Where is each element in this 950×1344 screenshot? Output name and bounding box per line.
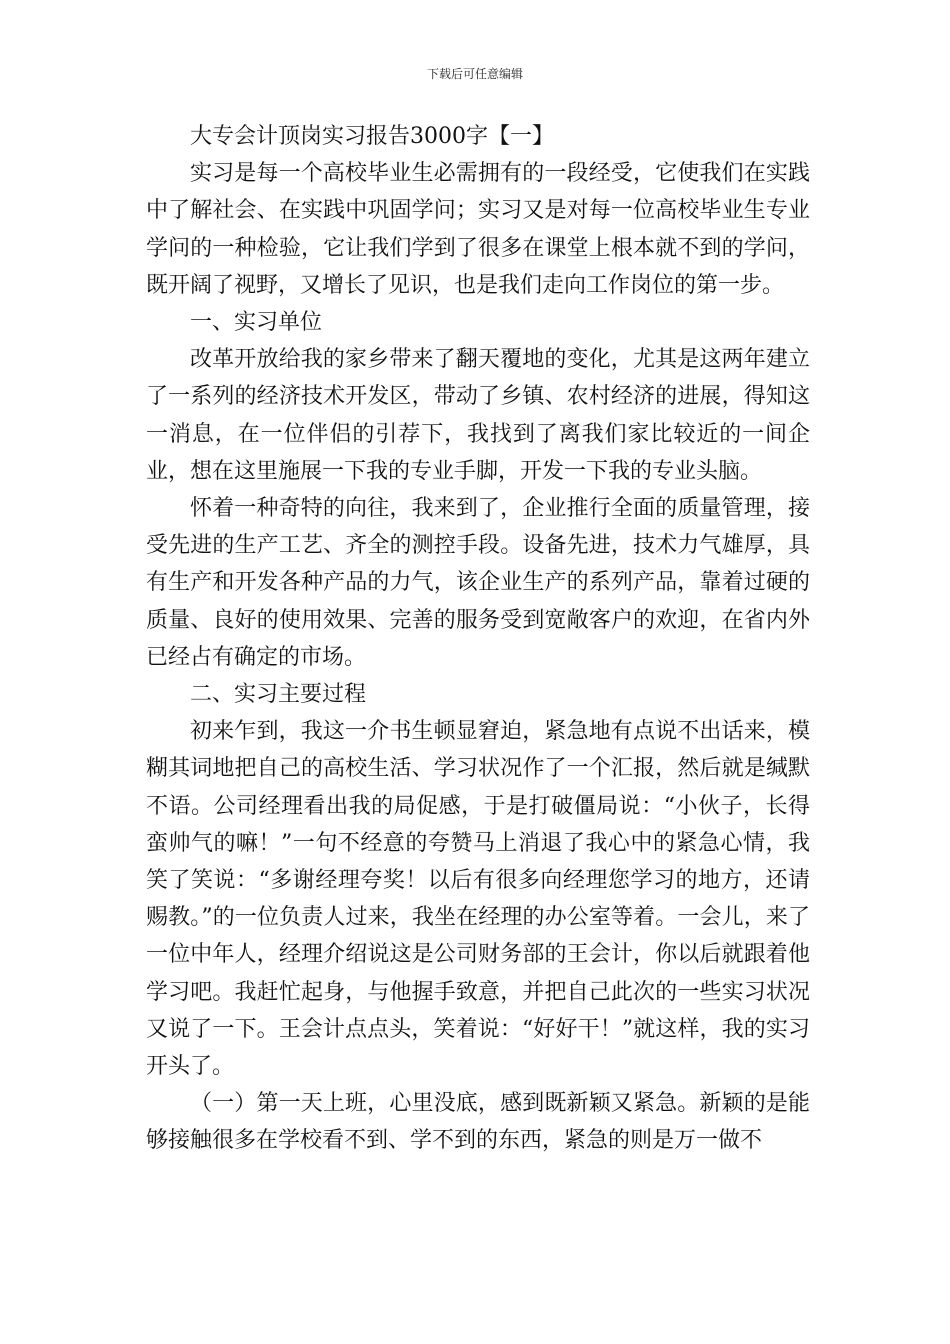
document-body	[146, 118, 810, 1160]
section-heading-2: 二、实习主要过程	[190, 682, 367, 708]
paragraph-intro: 实习是每一个高校毕业生必需拥有的一段经受，它使我们在实践中了解社会、在实践中巩固学问；实习又是对每一位高校毕业生专业学问的一种检验，它让我们学到了很多在课堂上根本就不到的学问，既开阔了视野，又增长了见识，也是我们走向工作岗位的第一步。	[146, 161, 810, 298]
paragraph-process-1: 初来乍到，我这一介书生顿显窘迫，紧急地有点说不出话来，模糊其词地把自己的高校生活、学习状况作了一个汇报，然后就是缄默不语。公司经理看出我的局促感，于是打破僵局说：“小伙子，长得蛮帅气的嘛！”一句不经意的夸赞马上消退了我心中的紧急心情，我笑了笑说：“多谢经理夸奖！以后有很多向经理您学习的地方，还请赐教。”的一位负责人过来，我坐在经理的办公室等着。一会儿，来了一位中年人，经理介绍说这是公司财务部的王会计，你以后就跟着他学习吧。我赶忙起身，与他握手致意，并把自己此次的一些实习状况又说了一下。王会计点点头，笑着说：“好好干！”就这样，我的实习开头了。	[146, 719, 810, 1080]
document-title: 大专会计顶岗实习报告3000字【一】	[190, 124, 554, 149]
header-note: 下载后可任意编辑	[426, 67, 523, 81]
paragraph-unit-2: 怀着一种奇特的向往，我来到了，企业推行全面的质量管理，接受先进的生产工艺、齐全的测控手段。设备先进，技术力气雄厚，具有生产和开发各种产品的力气，该企业生产的系列产品，靠着过硬的质量、良好的使用效果、完善的服务受到宽敞客户的欢迎，在省内外已经占有确定的市场。	[146, 496, 810, 670]
paragraph-process-2: （一）第一天上班，心里没底，感到既新颖又紧急。新颖的是能够接触很多在学校看不到、学不到的东西，紧急的则是万一做不	[146, 1091, 810, 1154]
paragraph-unit-1: 改革开放给我的家乡带来了翻天覆地的变化，尤其是这两年建立了一系列的经济技术开发区，带动了乡镇、农村经济的进展，得知这一消息，在一位伴侣的引荐下，我找到了离我们家比较近的一间企业，想在这里施展一下我的专业手脚，开发一下我的专业头脑。	[146, 347, 810, 484]
section-heading-1: 一、实习单位	[190, 310, 323, 336]
